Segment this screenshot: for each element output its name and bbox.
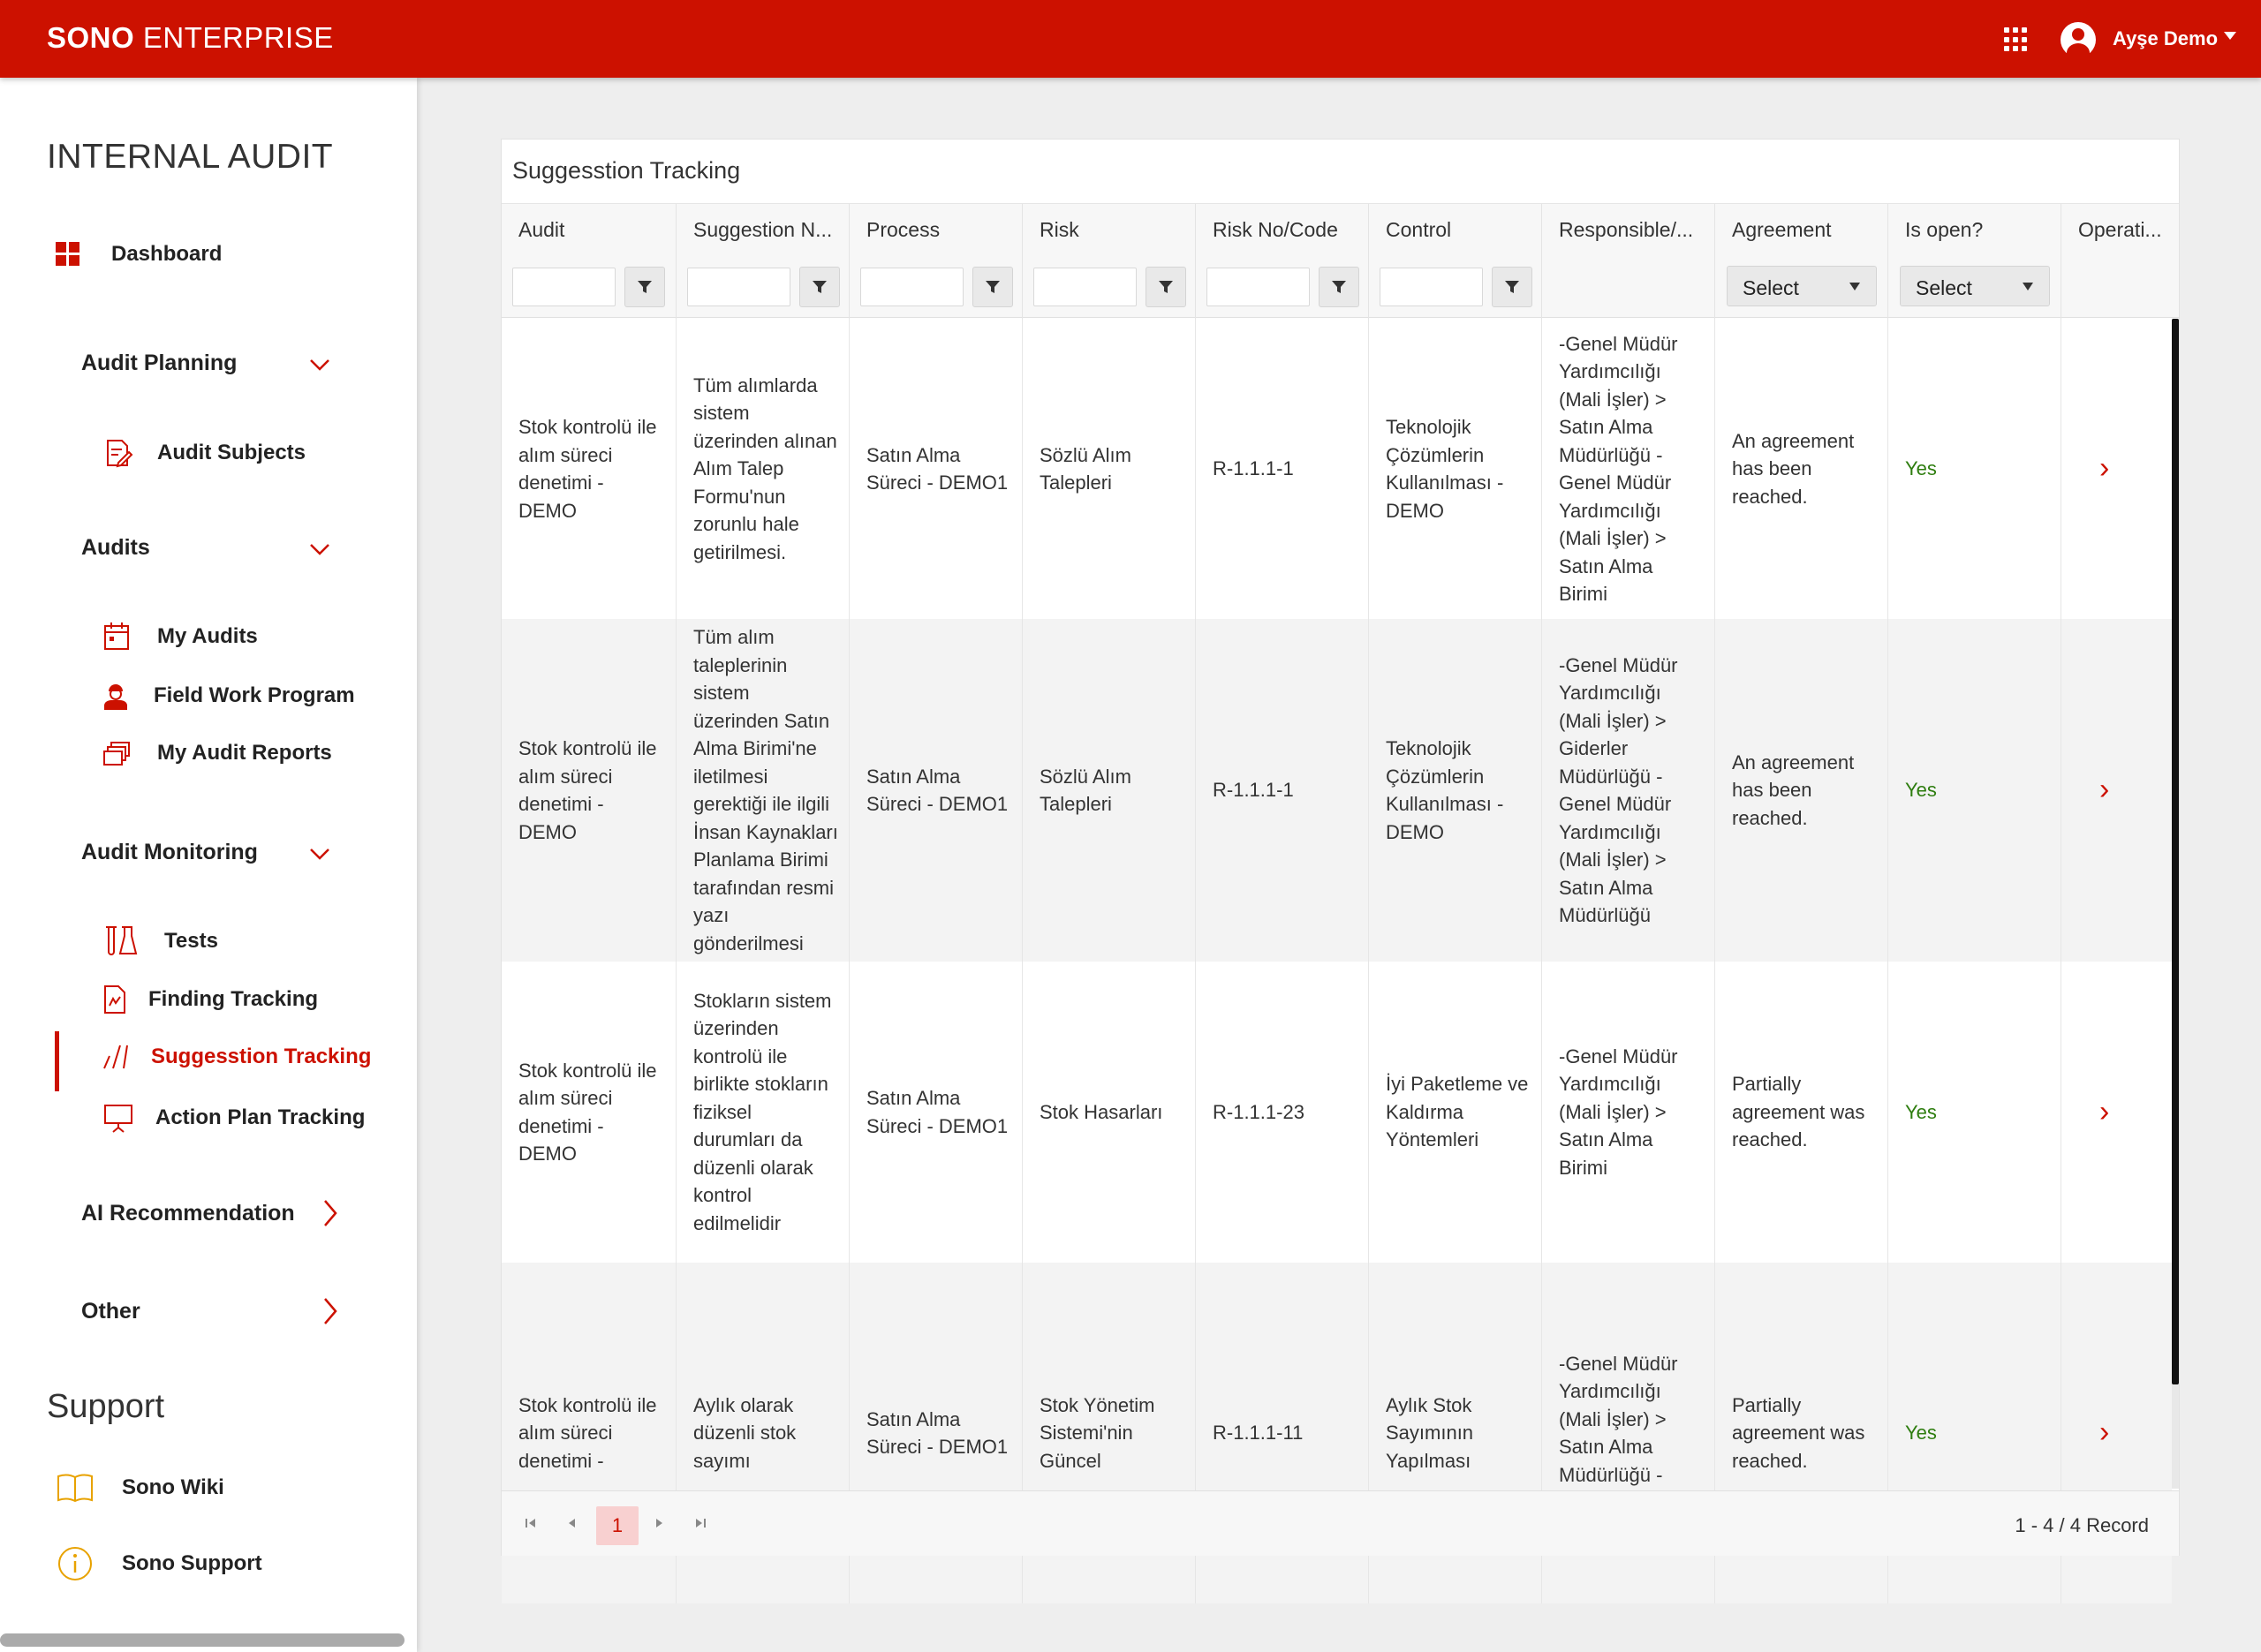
- cell-audit: [502, 319, 676, 619]
- sidebar-group-audits[interactable]: Audits: [81, 535, 150, 560]
- vertical-scrollbar-thumb[interactable]: [2172, 319, 2179, 1384]
- filter-select-is-open[interactable]: [1900, 266, 2050, 306]
- cell-text: Teknolojik Çözümlerin Kullanılması - DEMO: [1386, 737, 1504, 843]
- cell-process: [849, 962, 1022, 1263]
- active-item-indicator: [55, 1031, 59, 1091]
- filter-input-audit[interactable]: [512, 268, 616, 306]
- select-label: Select: [1916, 276, 1972, 299]
- cell-responsible: [1541, 619, 1714, 962]
- cell-text: -Genel Müdür Yardımcılığı (Mali İşler) > Satın Alma Müdürlüğü -Genel Müdür Yardımcılığı (Mali İşler) > Satın Alma Birimi: [1559, 332, 1678, 605]
- filter-cell-audit: [502, 255, 676, 319]
- column-header-control[interactable]: Control: [1368, 204, 1541, 255]
- column-header-audit[interactable]: Audit: [518, 218, 565, 241]
- brand-bold: SONO: [47, 21, 135, 54]
- filter-cell-responsible: [1541, 255, 1714, 319]
- lab-flask-icon: [102, 925, 138, 957]
- filter-input-risk[interactable]: [1033, 268, 1137, 306]
- previous-page-icon[interactable]: [563, 1513, 582, 1533]
- suggestion-tracking-panel: [501, 139, 2180, 1556]
- column-header-agreement[interactable]: Agreement: [1714, 204, 1887, 255]
- sidebar-item-suggestion-tracking[interactable]: [102, 1044, 371, 1070]
- sidebar: [0, 78, 417, 1652]
- last-page-icon[interactable]: [691, 1513, 710, 1533]
- sidebar-item-label: Audit Subjects: [157, 441, 306, 464]
- cell-control: [1368, 619, 1541, 962]
- cell-is-open: [1887, 319, 2061, 619]
- filter-icon[interactable]: [799, 267, 840, 307]
- filter-icon[interactable]: [1492, 267, 1532, 307]
- sidebar-group-ai-recommendation[interactable]: AI Recommendation: [81, 1201, 295, 1226]
- cell-text: Stokların sistem üzerinden kontrolü ile birlikte stokların fiziksel durumları da düzenli olarak kontrol edilmelidir: [693, 989, 832, 1234]
- book-icon: [57, 1473, 94, 1503]
- cell-text: R-1.1.1-1: [1213, 457, 1294, 480]
- cell-text: Partially agreement was reached.: [1732, 1393, 1865, 1472]
- sidebar-item-label: Tests: [164, 929, 218, 953]
- cell-text: Aylık Stok Sayımının Yapılması: [1386, 1393, 1474, 1472]
- dashboard-icon: [55, 241, 81, 268]
- sidebar-item-tests[interactable]: [102, 925, 218, 957]
- cell-agreement: [1714, 619, 1887, 962]
- filter-cell-operation: [2061, 255, 2172, 319]
- cell-audit: [502, 619, 676, 962]
- grid-header: [502, 203, 2179, 318]
- presentation-board-icon: [102, 1103, 134, 1133]
- caret-down-icon: [2023, 283, 2033, 290]
- sidebar-item-label: Finding Tracking: [148, 987, 319, 1011]
- column-header-operation[interactable]: Operati...: [2061, 204, 2172, 255]
- cell-risk: [1022, 619, 1195, 962]
- filter-input-risk-no-code[interactable]: [1206, 268, 1310, 306]
- cell-agreement: [1714, 319, 1887, 619]
- cell-risk-no-code: [1195, 619, 1368, 962]
- column-header-is-open[interactable]: Is open?: [1887, 204, 2061, 255]
- brand-logo[interactable]: [47, 21, 334, 55]
- cell-text: Stok kontrolü ile alım süreci denetimi -: [518, 1393, 657, 1472]
- cell-text: Satın Alma Süreci - DEMO1: [866, 1087, 1009, 1137]
- cell-control: [1368, 319, 1541, 619]
- cell-text: An agreement has been reached.: [1732, 429, 1855, 508]
- table-row[interactable]: [502, 962, 2172, 1263]
- sidebar-group-other[interactable]: Other: [81, 1299, 140, 1324]
- user-menu-caret-icon[interactable]: [2224, 32, 2236, 40]
- cell-text: Stok kontrolü ile alım süreci denetimi - DEMO: [518, 1059, 657, 1165]
- chevron-right-icon[interactable]: ›: [2099, 451, 2110, 486]
- sidebar-item-label: Action Plan Tracking: [155, 1105, 366, 1129]
- sidebar-item-audit-subjects[interactable]: [102, 438, 306, 468]
- sidebar-item-label: Field Work Program: [154, 683, 355, 707]
- filter-cell-process: [849, 255, 1022, 319]
- filter-cell-risk-no-code: [1195, 255, 1368, 319]
- filter-cell-control: [1368, 255, 1541, 319]
- cell-agreement: [1714, 962, 1887, 1263]
- slashes-icon: [102, 1044, 129, 1070]
- cell-process: [849, 619, 1022, 962]
- cell-control: [1368, 962, 1541, 1263]
- current-page-button[interactable]: 1: [596, 1506, 639, 1545]
- caret-down-icon: [1849, 283, 1860, 290]
- cell-text: -Genel Müdür Yardımcılığı (Mali İşler) > Giderler Müdürlüğü -Genel Müdür Yardımcılığı (Mali İşler) > Satın Alma Müdürlüğü: [1559, 653, 1678, 926]
- sidebar-item-dashboard[interactable]: [55, 241, 222, 268]
- pager: [502, 1490, 2179, 1556]
- cell-risk: [1022, 319, 1195, 619]
- filter-cell-suggestion-no: [676, 255, 849, 319]
- sidebar-item-sono-support[interactable]: [57, 1545, 262, 1582]
- chevron-down-icon[interactable]: [309, 843, 330, 864]
- filter-icon[interactable]: [1146, 267, 1186, 307]
- cell-operation[interactable]: [2061, 319, 2172, 619]
- sidebar-item-label: My Audits: [157, 624, 258, 648]
- sidebar-item-label: Dashboard: [111, 242, 223, 266]
- chevron-right-icon[interactable]: [320, 1199, 341, 1227]
- column-header-suggestion-no[interactable]: Suggestion N...: [676, 204, 849, 255]
- chevron-down-icon[interactable]: [309, 354, 330, 375]
- sidebar-item-my-audit-reports[interactable]: [102, 740, 332, 766]
- filter-select-agreement[interactable]: [1727, 266, 1877, 306]
- cell-text: -Genel Müdür Yardımcılığı (Mali İşler) > Satın Alma Birimi: [1559, 1045, 1678, 1179]
- is-open-value: Yes: [1905, 1422, 1937, 1445]
- cell-text: Stok Hasarları: [1040, 1100, 1163, 1123]
- is-open-value: Yes: [1905, 779, 1937, 802]
- cell-is-open: [1887, 962, 2061, 1263]
- sidebar-item-action-plan-tracking[interactable]: [102, 1103, 365, 1133]
- panel-title: Suggesstion Tracking: [512, 157, 741, 184]
- chevron-right-icon[interactable]: ›: [2099, 1415, 2110, 1450]
- chevron-right-icon[interactable]: ›: [2099, 773, 2110, 807]
- sidebar-item-label: Sono Wiki: [122, 1475, 224, 1499]
- filter-input-control[interactable]: [1380, 268, 1483, 306]
- column-header-risk[interactable]: Risk: [1022, 204, 1195, 255]
- filter-input-suggestion-no[interactable]: [687, 268, 790, 306]
- cell-risk: [1022, 962, 1195, 1263]
- next-page-icon[interactable]: [649, 1513, 669, 1533]
- cell-suggestion-no: [676, 319, 849, 619]
- filter-cell-risk: [1022, 255, 1195, 319]
- sidebar-group-audit-planning[interactable]: Audit Planning: [81, 351, 238, 375]
- cell-is-open: [1887, 619, 2061, 962]
- cell-responsible: [1541, 319, 1714, 619]
- table-row[interactable]: [502, 619, 2172, 962]
- brand-light: ENTERPRISE: [142, 21, 334, 54]
- filter-input-process[interactable]: [860, 268, 964, 306]
- cell-text: Satın Alma Süreci - DEMO1: [866, 765, 1009, 815]
- is-open-value: Yes: [1905, 1100, 1937, 1123]
- cell-operation[interactable]: [2061, 962, 2172, 1263]
- cell-text: İyi Paketleme ve Kaldırma Yöntemleri: [1386, 1073, 1529, 1151]
- cell-text: Stok Yönetim Sistemi'nin Güncel: [1040, 1393, 1155, 1472]
- cell-text: An agreement has been reached.: [1732, 751, 1855, 829]
- cell-text: Tüm alımlarda sistem üzerinden alınan Alım Talep Formu'nun zorunlu hale getirilmesi.: [693, 373, 837, 563]
- apps-grid-icon[interactable]: [2004, 27, 2029, 52]
- filter-icon[interactable]: [1319, 267, 1359, 307]
- cell-text: R-1.1.1-23: [1213, 1100, 1304, 1123]
- cell-suggestion-no: [676, 619, 849, 962]
- user-name[interactable]: Ayşe Demo: [2113, 27, 2219, 49]
- filter-icon[interactable]: [624, 267, 665, 307]
- chevron-right-icon[interactable]: [320, 1297, 341, 1325]
- column-header-process[interactable]: Process: [849, 204, 1022, 255]
- cell-text: R-1.1.1-1: [1213, 779, 1294, 802]
- sidebar-item-label: My Audit Reports: [157, 741, 332, 765]
- filter-cell-is-open: [1887, 255, 2061, 319]
- filter-icon[interactable]: [972, 267, 1013, 307]
- cell-text: R-1.1.1-11: [1213, 1422, 1304, 1445]
- cell-text: Sözlü Alım Talepleri: [1040, 443, 1131, 494]
- cell-suggestion-no: [676, 962, 849, 1263]
- cell-text: Teknolojik Çözümlerin Kullanılması - DEMO: [1386, 416, 1504, 522]
- filter-cell-agreement: [1714, 255, 1887, 319]
- top-bar: [0, 0, 2261, 78]
- grid-body: [502, 319, 2172, 1489]
- support-title: Support: [47, 1388, 165, 1425]
- document-edit-icon: [102, 438, 132, 468]
- cell-text: -Genel Müdür Yardımcılığı (Mali İşler) > Satın Alma Müdürlüğü -: [1559, 1352, 1678, 1486]
- cell-text: Partially agreement was reached.: [1732, 1073, 1865, 1151]
- worker-icon: [102, 681, 129, 711]
- cell-risk-no-code: [1195, 962, 1368, 1263]
- cell-operation[interactable]: [2061, 619, 2172, 962]
- sidebar-item-label: Suggesstion Tracking: [151, 1045, 372, 1068]
- cell-text: Sözlü Alım Talepleri: [1040, 765, 1131, 815]
- cell-risk-no-code: [1195, 319, 1368, 619]
- cell-responsible: [1541, 962, 1714, 1263]
- sidebar-group-audit-monitoring[interactable]: Audit Monitoring: [81, 840, 258, 864]
- cell-process: [849, 319, 1022, 619]
- first-page-icon[interactable]: [521, 1513, 541, 1533]
- column-header-responsible[interactable]: Responsible/...: [1541, 204, 1714, 255]
- chevron-right-icon[interactable]: ›: [2099, 1094, 2110, 1128]
- select-label: Select: [1743, 276, 1799, 299]
- info-icon: [57, 1545, 94, 1582]
- cell-text: Stok kontrolü ile alım süreci denetimi - DEMO: [518, 737, 657, 843]
- user-avatar-icon[interactable]: [2061, 22, 2096, 57]
- chevron-down-icon[interactable]: [309, 539, 330, 560]
- finding-document-icon: [102, 984, 127, 1015]
- cell-text: Satın Alma Süreci - DEMO1: [866, 1407, 1009, 1458]
- cell-text: Tüm alım taleplerinin sistem üzerinden Satın Alma Birimi'ne iletilmesi gerektiği ile ilgili İnsan Kaynakları Planlama Birimi tarafından resmi yazı gönderilmesi: [693, 626, 838, 954]
- cell-text: Stok kontrolü ile alım süreci denetimi - DEMO: [518, 416, 657, 522]
- sidebar-item-my-audits[interactable]: [102, 622, 258, 652]
- sidebar-item-field-work-program[interactable]: [102, 681, 355, 711]
- record-count: 1 - 4 / 4 Record: [2015, 1514, 2149, 1536]
- column-header-risk-no-code[interactable]: Risk No/Code: [1195, 204, 1368, 255]
- is-open-value: Yes: [1905, 457, 1937, 480]
- reports-icon: [102, 740, 131, 766]
- sidebar-item-sono-wiki[interactable]: [57, 1473, 224, 1503]
- sidebar-item-label: Sono Support: [122, 1551, 262, 1575]
- calendar-icon: [102, 622, 131, 652]
- cell-audit: [502, 962, 676, 1263]
- cell-text: Aylık olarak düzenli stok sayımı: [693, 1393, 797, 1472]
- sidebar-title: INTERNAL AUDIT: [47, 138, 334, 176]
- sidebar-horizontal-scrollbar[interactable]: [0, 1633, 405, 1647]
- table-row[interactable]: [502, 319, 2172, 619]
- cell-text: Satın Alma Süreci - DEMO1: [866, 443, 1009, 494]
- sidebar-item-finding-tracking[interactable]: [102, 984, 318, 1015]
